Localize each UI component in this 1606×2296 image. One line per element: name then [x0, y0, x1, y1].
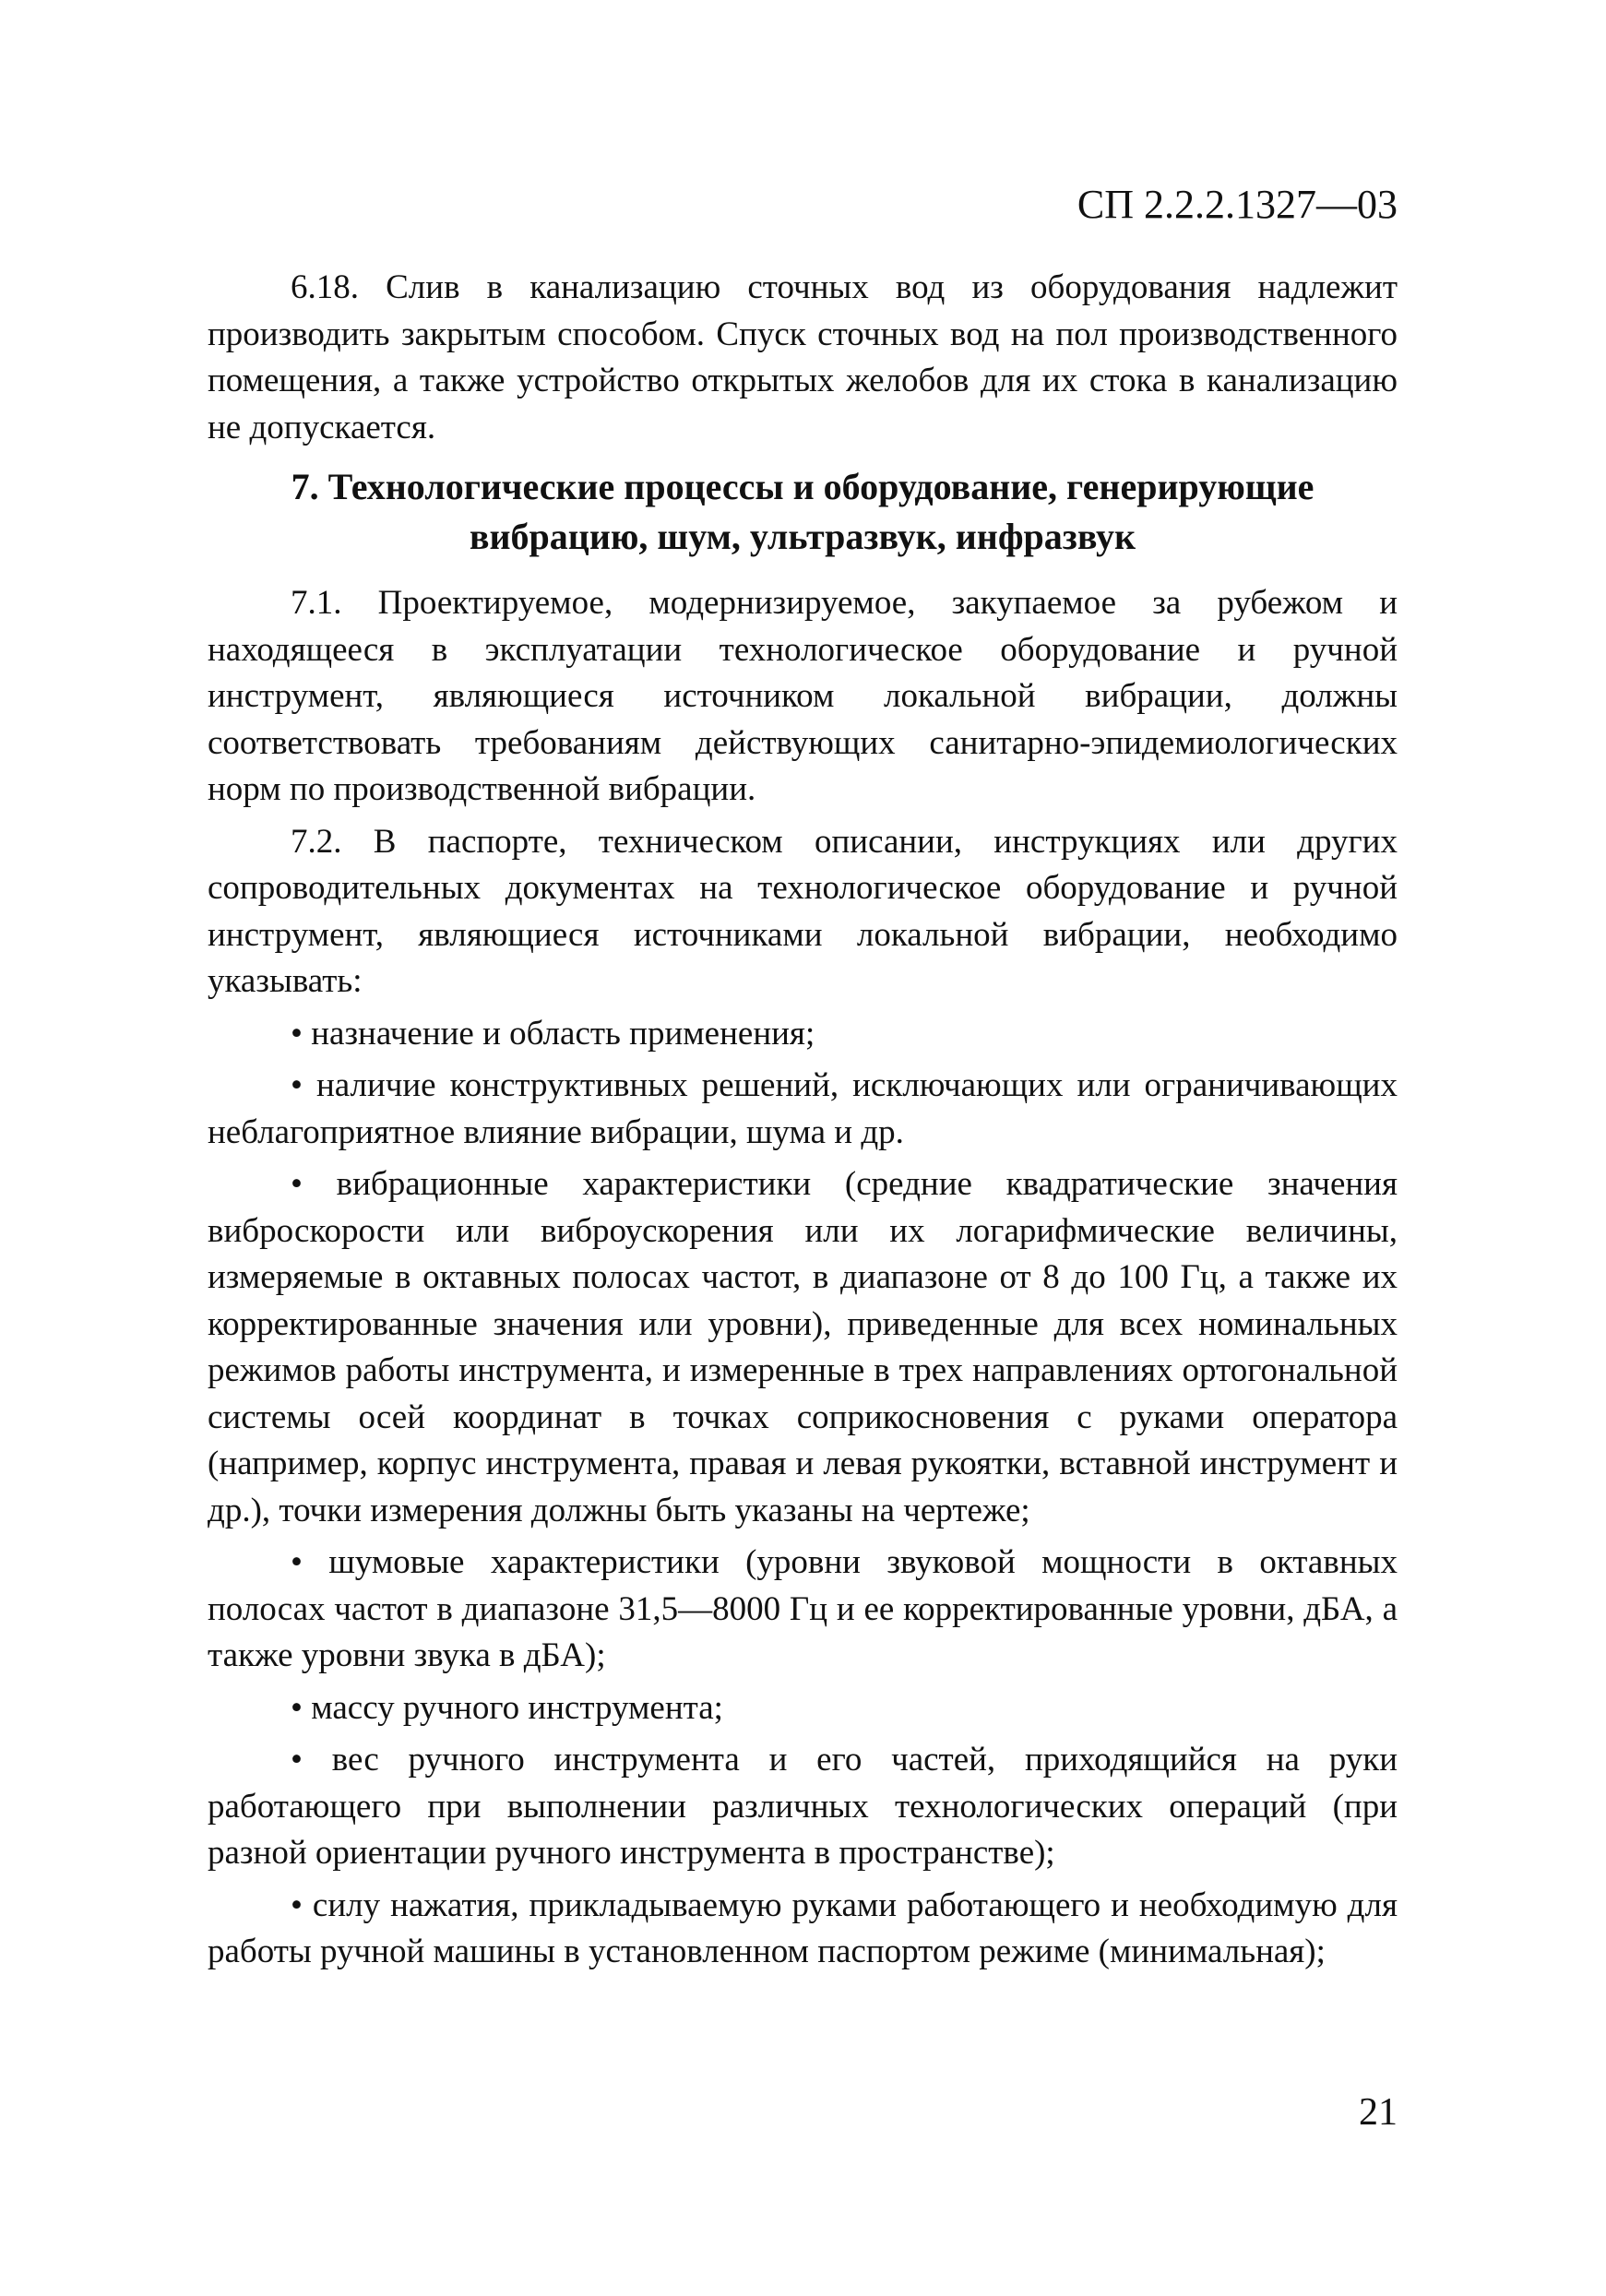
- page-number: 21: [1359, 2091, 1398, 2134]
- list-item: • силу нажатия, прикладываемую руками работающего и необходимую для работы ручной машины в установленном паспортом режиме (минимальная);: [208, 1883, 1398, 1976]
- section-7-heading: 7. Технологические процессы и оборудование, генерирующие вибрацию, шум, ультразвук, инфразвук: [291, 466, 1315, 557]
- paragraph-6-18: 6.18. Слив в канализацию сточных вод из оборудования надлежит производить закрытым способом. Спуск сточных вод на пол производственного помещения, а также устройство открытых желобов для их стока в канализацию не допускается.: [208, 268, 1398, 446]
- document-page: [208, 180, 1398, 2135]
- list-item: • вибрационные характеристики (средние квадратические значения виброскорости или виброускорения или их логарифмические величины, измеряемые в октавных полосах частот, в диапазоне от 8 до 100 Гц, а также их корректированные значения или уровни), приведенные для всех номинальных режимов работы инструмента, и измеренные в трех направлениях ортогональной системы осей координат в точках соприкосновения с руками оператора (например, корпус инструмента, правая и левая рукоятки, вставной инструмент и др.), точки измерения должны быть указаны на чертеже;: [208, 1161, 1398, 1534]
- paragraph-7-2: 7.2. В паспорте, техническом описании, инструкциях или других сопроводительных документах на технологическое оборудование и ручной инструмент, являющиеся источниками локальной вибрации, необходимо указывать:: [208, 822, 1398, 1000]
- list-item: • назначение и область применения;: [208, 1011, 1398, 1058]
- requirements-list: [208, 1011, 1398, 1976]
- list-item: • наличие конструктивных решений, исключающих или ограничивающих неблагоприятное влияние вибрации, шума и др.: [208, 1063, 1398, 1156]
- list-item: • массу ручного инструмента;: [208, 1685, 1398, 1732]
- list-item: • вес ручного инструмента и его частей, приходящийся на руки работающего при выполнении различных технологических операций (при разной ориентации ручного инструмента в пространстве);: [208, 1737, 1398, 1877]
- list-item: • шумовые характеристики (уровни звуковой мощности в октавных полосах частот в диапазоне 31,5—8000 Гц и ее корректированные уровни, дБА, а также уровни звука в дБА);: [208, 1540, 1398, 1680]
- paragraph-7-1: 7.1. Проектируемое, модернизируемое, закупаемое за рубежом и находящееся в эксплуатации технологическое оборудование и ручной инструмент, являющиеся источником локальной вибрации, должны соответствовать требованиям действующих санитарно-эпидемиологических норм по производственной вибрации.: [208, 584, 1398, 808]
- page-body: [208, 265, 1398, 1976]
- document-code: СП 2.2.2.1327—03: [1077, 182, 1398, 227]
